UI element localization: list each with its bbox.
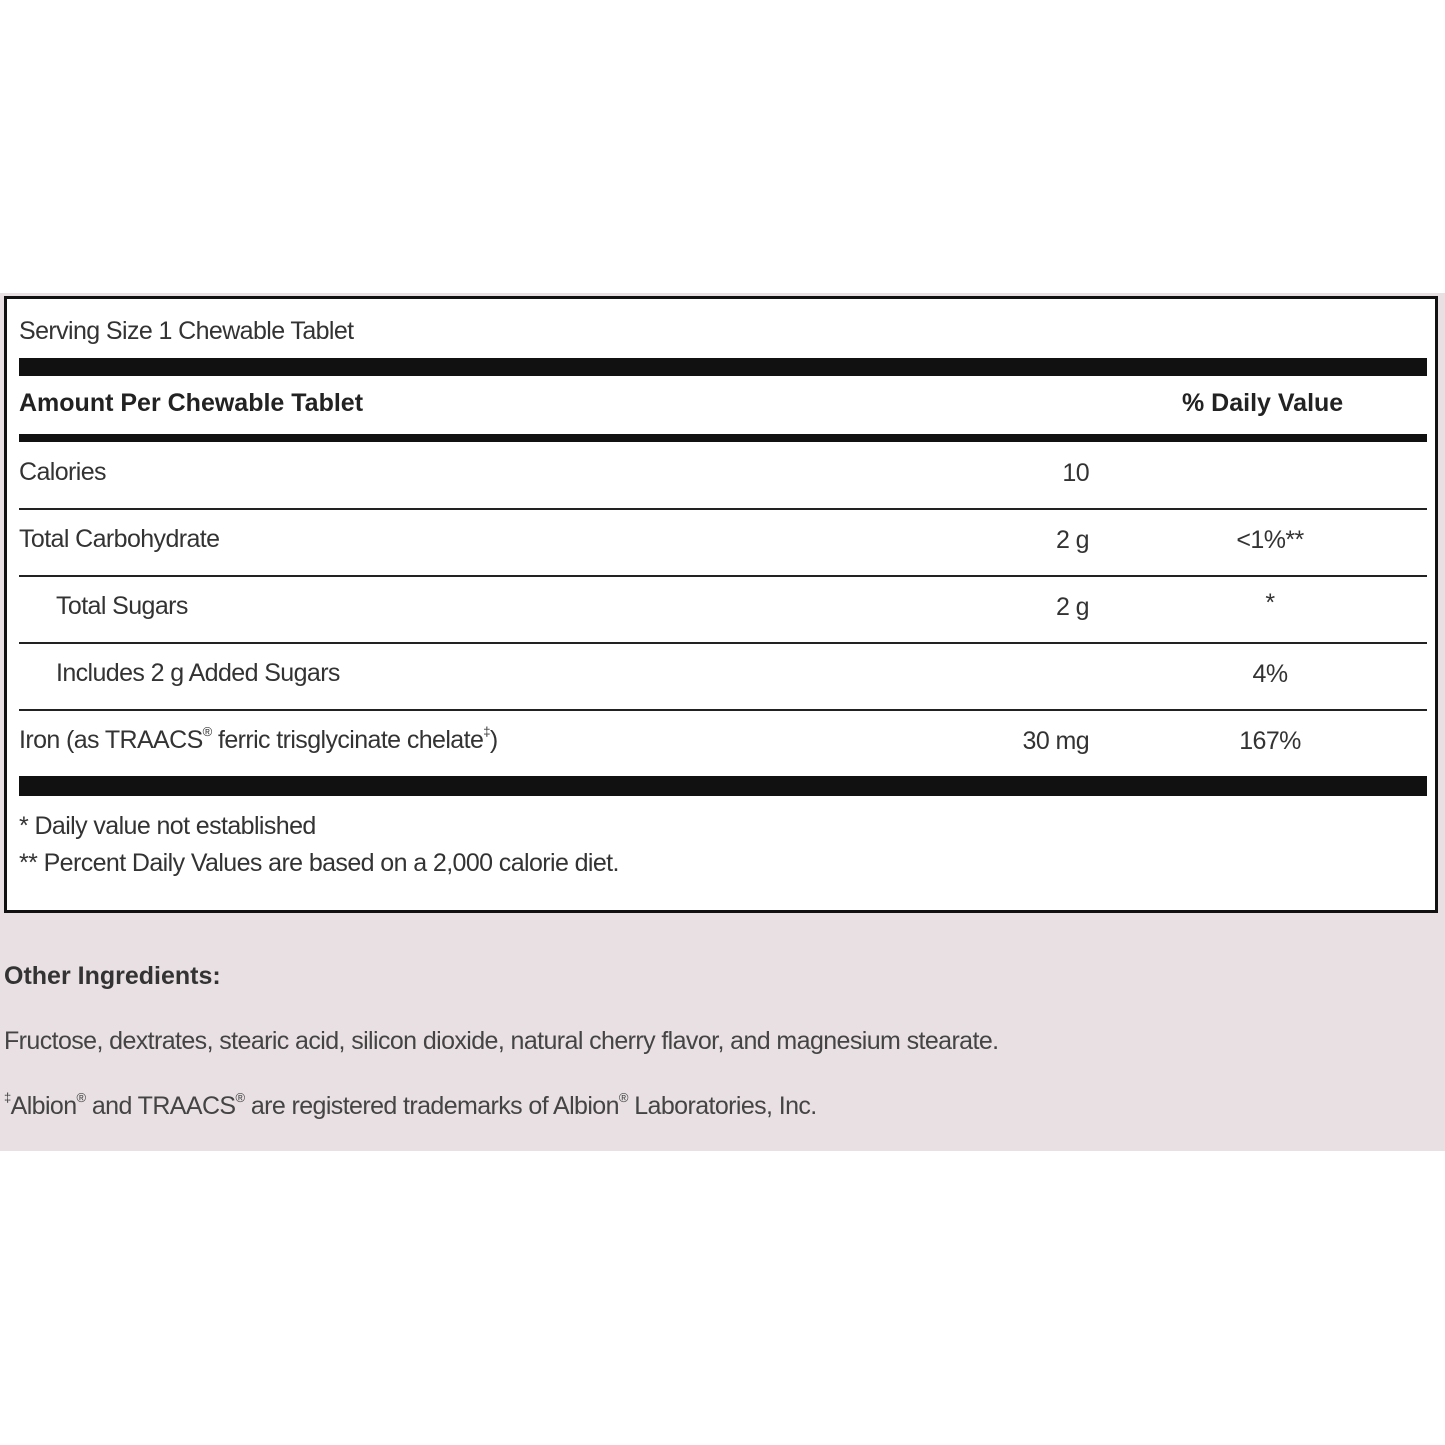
- dagger-symbol: ‡: [4, 1089, 11, 1105]
- footnote-percent-daily: ** Percent Daily Values are based on a 2,000 calorie diet.: [19, 849, 619, 877]
- footnote-daily-value: * Daily value not established: [19, 812, 316, 840]
- row-divider: [19, 709, 1427, 711]
- registered-mark: ®: [202, 723, 212, 739]
- row-divider: [19, 642, 1427, 644]
- nutrient-amount: 2 g: [1056, 593, 1089, 621]
- nutrient-name: Iron (as TRAACS® ferric trisglycinate chelate‡): [19, 723, 498, 754]
- thick-divider-bottom: [19, 776, 1427, 796]
- nutrient-daily-value: *: [1265, 589, 1275, 617]
- trademark-note: ‡Albion® and TRAACS® are registered trademarks of Albion® Laboratories, Inc.: [4, 1089, 817, 1120]
- daily-value-header: % Daily Value: [1182, 389, 1344, 417]
- supplement-facts-table: [4, 296, 1438, 913]
- nutrient-name: Includes 2 g Added Sugars: [56, 659, 340, 687]
- nutrient-name: Total Sugars: [56, 592, 188, 620]
- row-divider: [19, 508, 1427, 510]
- other-ingredients-text: Fructose, dextrates, stearic acid, silicon dioxide, natural cherry flavor, and magnesium stearate.: [4, 1027, 999, 1055]
- nutrient-amount: 2 g: [1056, 526, 1089, 554]
- row-divider: [19, 575, 1427, 577]
- serving-size: Serving Size 1 Chewable Tablet: [19, 317, 354, 345]
- nutrient-amount: 30 mg: [1022, 727, 1089, 755]
- other-ingredients-heading: Other Ingredients:: [4, 962, 221, 990]
- nutrient-daily-value: 4%: [1252, 660, 1288, 688]
- medium-divider: [19, 434, 1427, 442]
- thick-divider-top: [19, 358, 1427, 376]
- nutrient-amount: 10: [1062, 459, 1089, 487]
- nutrient-daily-value: <1%**: [1236, 526, 1304, 554]
- nutrient-daily-value: 167%: [1239, 727, 1301, 755]
- nutrient-name: Total Carbohydrate: [19, 525, 220, 553]
- nutrient-name: Calories: [19, 458, 106, 486]
- dagger-symbol: ‡: [483, 723, 490, 739]
- amount-per-header: Amount Per Chewable Tablet: [19, 389, 364, 417]
